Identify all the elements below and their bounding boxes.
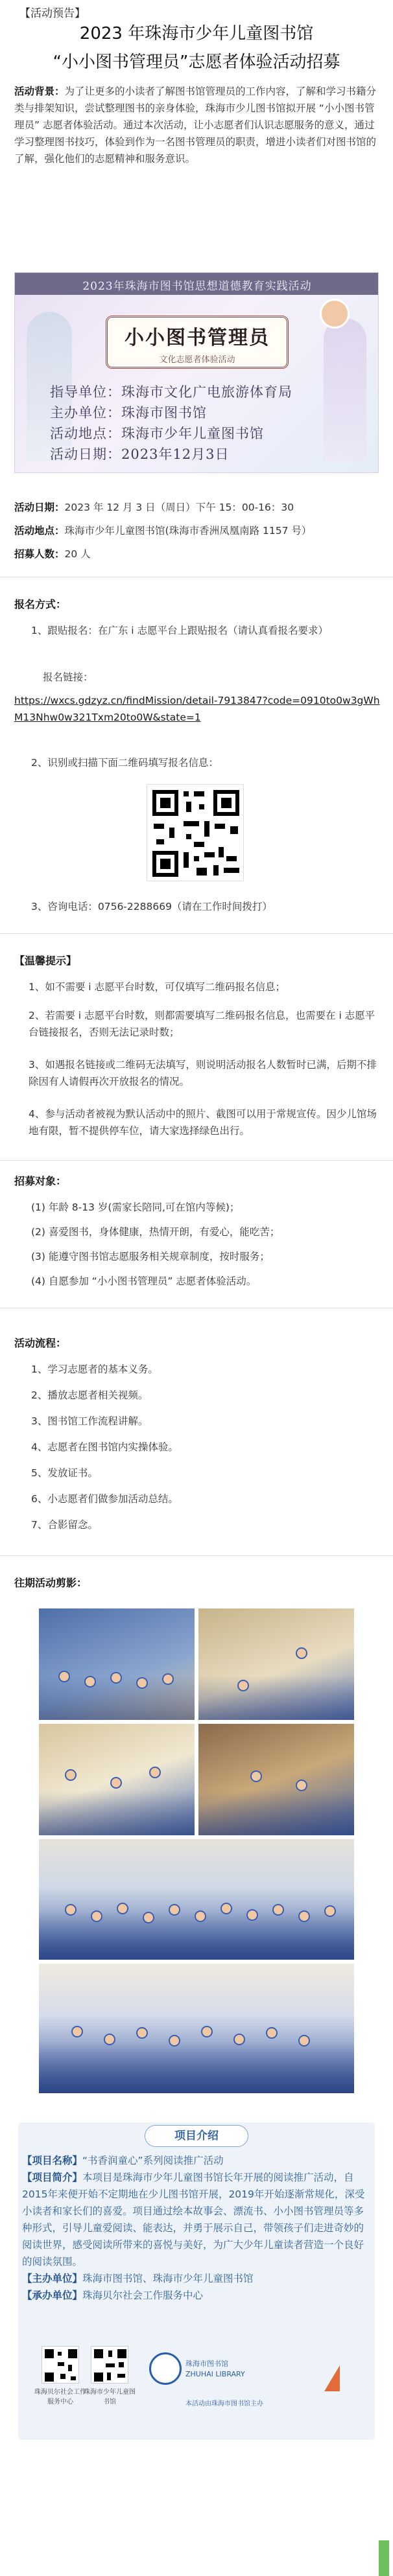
process-item: 7、合影留念。	[31, 1519, 98, 1531]
past-activities-gallery	[39, 1608, 354, 2101]
footer-qr-code-1[interactable]	[42, 2346, 79, 2384]
poster-title: 小小图书管理员	[125, 327, 270, 349]
poster-line-guide: 指导单位：珠海市文化广电旅游体育局	[50, 384, 292, 400]
tip-item: 1、如不需要 i 志愿平台时数，可仅填写二维码报名信息；	[29, 981, 286, 993]
page-title-line2: “小小图书管理员”志愿者体验活动招募	[53, 52, 340, 72]
recruit-count	[14, 546, 384, 563]
place-value: 珠海市少年儿童图书馆(珠海市香洲凤凰南路 1157 号）	[64, 525, 312, 537]
footer-note: 本活动由珠海市图书馆主办	[185, 2400, 263, 2408]
poster-child-figure-icon	[320, 299, 350, 329]
activity-tag: 【活动预告】	[19, 7, 86, 20]
library-logo-icon	[149, 2352, 182, 2385]
signup-step3: 3、咨询电话：0756-2288669（请在工作时间拨打）	[31, 901, 272, 912]
poster-line-date: 活动日期：2023年12月3日	[50, 447, 230, 462]
requirements-title: 招募对象：	[14, 1175, 67, 1187]
activity-photo	[39, 1724, 195, 1835]
background-label: 活动背景：	[14, 86, 65, 97]
footer-org-name: 珠海市图书馆	[185, 2360, 228, 2368]
process-item: 6、小志愿者们做参加活动总结。	[31, 1493, 178, 1505]
count-value: 20 人	[64, 548, 91, 560]
activity-date	[14, 499, 384, 516]
project-host-value: 珠海市图书馆、珠海市少年儿童图书馆	[82, 2273, 254, 2284]
signup-title: 报名方式：	[14, 598, 67, 610]
poster-line-host: 主办单位：珠海市图书馆	[50, 405, 207, 421]
background-paragraph	[14, 83, 384, 167]
section-divider	[0, 1160, 393, 1161]
activity-photo-group	[39, 1839, 354, 1960]
page-title-line1: 2023 年珠海市少年儿童图书馆	[79, 24, 314, 43]
poster-line-place: 活动地点：珠海市少年儿童图书馆	[50, 426, 264, 441]
process-item: 4、志愿者在图书馆内实操体验。	[31, 1441, 178, 1453]
project-name-value: “书香润童心”系列阅读推广活动	[82, 2155, 224, 2166]
place-label: 活动地点：	[14, 525, 65, 537]
activity-photo-group	[39, 1964, 354, 2093]
activity-photo	[198, 1608, 354, 1720]
qr-code-icon	[42, 2347, 80, 2384]
project-organizer-value: 珠海贝尔社会工作服务中心	[82, 2290, 204, 2301]
process-item: 5、发放证书。	[31, 1467, 98, 1479]
background-text: 为了让更多的小读者了解图书馆管理员的工作内容，了解和学习书籍分类与排架知识，尝试整理图书的亲身体验，珠海市少儿图书馆拟开展 “小小图书管理员” 志愿者体验活动。通过本次活动，让小志愿者们认识志愿服务的意义，通过学习整理图书技巧，体验到作为一名图书管理员的职责，增进小读者们对图书馆的了解，强化他们的志愿精神和服务意识。	[14, 86, 377, 165]
requirement-item: (1) 年龄 8-13 岁(需家长陪同,可在馆内等候)；	[31, 1201, 240, 1213]
project-intro-label: 【项目简介】	[22, 2172, 83, 2183]
scroll-indicator[interactable]	[379, 2540, 389, 2576]
project-intro-tag: 项目介绍	[145, 2125, 248, 2147]
project-name-label: 【项目名称】	[22, 2155, 83, 2166]
requirement-item: (3) 能遵守图书馆志愿服务相关规章制度，按时服务；	[31, 1251, 270, 1262]
sailboat-icon	[324, 2365, 340, 2391]
activity-photo	[198, 1724, 354, 1835]
process-item: 2、播放志愿者相关视频。	[31, 1389, 149, 1401]
tip-item: 4、参与活动者被视为默认活动中的照片、截图可以用于常规宣传。因少儿馆场地有限，暂不提供停车位，请大家选择绿色出行。	[29, 1108, 377, 1137]
poster-info	[50, 382, 348, 465]
project-organizer-label: 【承办单位】	[22, 2290, 83, 2301]
project-intro-value: 本项目是珠海市少年儿童图书馆长年开展的阅读推广活动，自2015年来便开始不定期地在少儿图书馆开展，2019年开始逐渐常规化，深受小读者和家长们的喜爱。项目通过绘本故事会、漂流书、小小图书管理员等多种形式，引导儿童爱阅读、能表达，并勇于展示自己，带领孩子们走进奇妙的阅读世界，感受阅读所带来的喜悦与美好，为广大少年儿童读者营造一个良好的阅读氛围。	[22, 2172, 365, 2268]
process-title: 活动流程：	[14, 1337, 67, 1349]
process-item: 1、学习志愿者的基本义务。	[31, 1363, 158, 1375]
tip-item: 3、如遇报名链接或二维码无法填写，则说明活动报名人数暂时已满，后期不排除因有人请假再次开放报名的情况。	[29, 1059, 377, 1087]
footer-org-name-en: ZHUHAI LIBRARY	[185, 2370, 245, 2378]
footer-qr-label-1: 珠海贝尔社会工作服务中心	[34, 2389, 86, 2406]
tips-title: 【温馨提示】	[14, 955, 77, 967]
requirement-item: (4) 自愿参加 “小小图书管理员” 志愿者体验活动。	[31, 1275, 257, 1287]
poster-caption: 2023年珠海市图书馆思想道德教育实践活动	[82, 280, 312, 293]
tip-item: 2、若需要 i 志愿平台时数，则都需要填写二维码报名信息，也需要在 i 志愿平台链接报名，否则无法记录时数；	[29, 1010, 375, 1038]
signup-step1: 1、跟贴报名：在广东 i 志愿平台上跟贴报名（请认真看报名要求）	[31, 625, 329, 636]
requirement-item: (2) 喜爱图书，身体健康，热情开朗，有爱心，能吃苦；	[31, 1226, 280, 1238]
signup-qr-code[interactable]	[147, 784, 244, 881]
qr-code-icon	[91, 2347, 129, 2384]
footer-qr-code-2[interactable]	[91, 2346, 128, 2384]
date-label: 活动日期：	[14, 502, 65, 513]
qr-code-icon	[147, 785, 244, 882]
signup-step2: 2、识别或扫描下面二维码填写报名信息：	[31, 757, 219, 769]
project-host-label: 【主办单位】	[22, 2273, 83, 2284]
activity-poster	[14, 272, 379, 473]
activity-photo	[39, 1608, 195, 1720]
process-item: 3、图书馆工作流程讲解。	[31, 1415, 149, 1427]
section-divider	[0, 1555, 393, 1556]
count-label: 招募人数：	[14, 548, 65, 560]
section-divider	[0, 933, 393, 934]
past-activities-title: 往期活动剪影：	[14, 1577, 88, 1589]
signup-link-label: 报名链接：	[43, 671, 93, 683]
poster-title-box	[106, 316, 289, 369]
project-intro-text	[22, 2152, 372, 2304]
date-value: 2023 年 12 月 3 日（周日）下午 15：00-16：30	[64, 502, 294, 513]
activity-place	[14, 522, 384, 539]
footer-organization	[185, 2359, 245, 2380]
footer-qr-label-2: 珠海市少年儿童图书馆	[84, 2389, 136, 2406]
signup-link[interactable]: https://wxcs.gdzyz.cn/findMission/detail-7913847?code=0910to0w3gWhM13Nhw0w321Txm20to0W&state=1	[14, 695, 380, 723]
poster-subtitle: 文化志愿者体验活动	[159, 355, 235, 365]
